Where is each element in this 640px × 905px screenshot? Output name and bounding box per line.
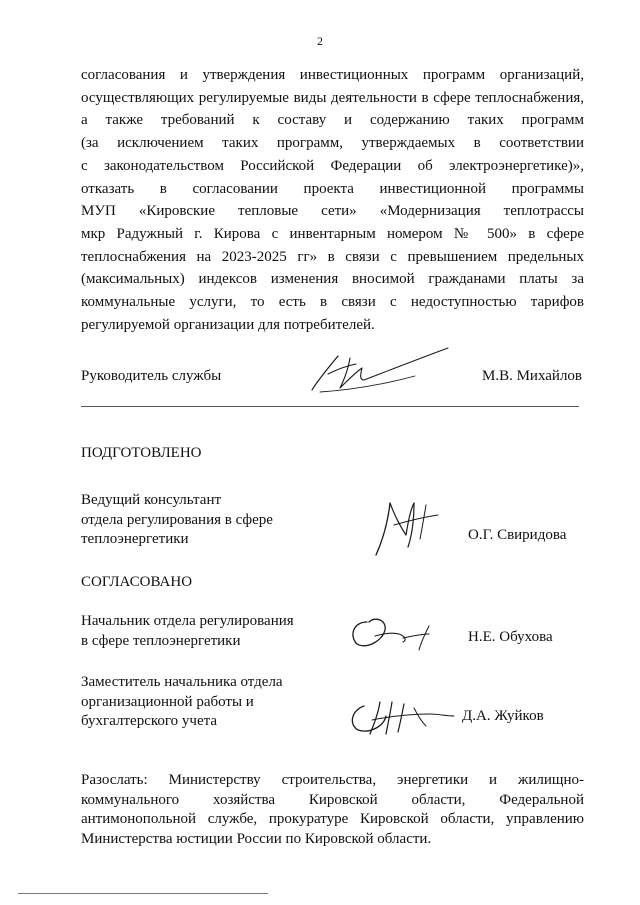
prepared-heading: ПОДГОТОВЛЕНО <box>81 445 202 461</box>
text-line: (за исключением таких программ, утверждаемых в соответствии <box>81 135 584 152</box>
signer-2-position <box>81 673 283 732</box>
distribution-line: Министерства юстиции России по Кировской области. <box>81 830 432 847</box>
position-line: теплоэнергетики <box>81 531 189 547</box>
position-line: Заместитель начальника отдела <box>81 674 283 690</box>
page-number: 2 <box>317 34 323 48</box>
signer-2-signature-image <box>342 694 472 739</box>
position-line: отдела регулирования в сфере <box>81 511 273 528</box>
distribution-list <box>81 771 584 849</box>
head-position: Руководитель службы <box>81 368 222 384</box>
prepared-position <box>81 491 273 550</box>
main-text <box>81 64 584 336</box>
separator-line <box>81 406 579 407</box>
text-line: МУП «Кировские тепловые сети» «Модернизация теплотрассы <box>81 203 584 220</box>
head-signature-image <box>290 340 460 400</box>
signer-2-name: Д.А. Жуйков <box>462 708 544 724</box>
text-line: а также требований к составу и содержанию таких программ <box>81 112 584 129</box>
head-name: М.В. Михайлов <box>482 368 583 384</box>
text-line: коммунальные услуги, то есть в связи с недоступностью тарифов <box>81 294 584 311</box>
signer-1-signature-image <box>345 610 445 655</box>
signer-1-position <box>81 612 294 651</box>
prepared-signature-image <box>368 495 448 560</box>
text-line: отказать в согласовании проекта инвестиционной программы <box>81 180 584 197</box>
position-line: Начальник отдела регулирования <box>81 613 294 629</box>
prepared-name: О.Г. Свиридова <box>468 527 567 543</box>
text-line: мкр Радужный г. Кирова с инвентарным номером № 500» в сфере <box>81 225 584 242</box>
signer-1-name: Н.Е. Обухова <box>468 629 553 645</box>
agreed-heading: СОГЛАСОВАНО <box>81 574 193 590</box>
page-bottom-line <box>18 893 268 894</box>
text-line: теплоснабжения на 2023-2025 гг» в связи с превышением предельных <box>81 248 584 265</box>
text-line: (максимальных) индексов изменения вносимой гражданами платы за <box>81 271 584 288</box>
distribution-line: коммунального хозяйства Кировской области, Федеральной <box>81 791 584 808</box>
position-line: организационной работы и <box>81 693 254 710</box>
position-line: бухгалтерского учета <box>81 713 218 729</box>
position-line: в сфере теплоэнергетики <box>81 632 241 649</box>
position-line: Ведущий консультант <box>81 492 222 508</box>
distribution-line: антимонопольной службе, прокуратуре Кировской области, управлению <box>81 811 584 827</box>
distribution-line: Разослать: Министерству строительства, энергетики и жилищно- <box>81 772 584 788</box>
text-line: с законодательством Российской Федерации об электроэнергетике)», <box>81 157 584 174</box>
text-line: согласования и утверждения инвестиционных программ организаций, <box>81 67 584 83</box>
text-line: осуществляющих регулируемые виды деятельности в сфере теплоснабжения, <box>81 89 584 106</box>
text-line: регулируемой организации для потребителей. <box>81 316 375 333</box>
